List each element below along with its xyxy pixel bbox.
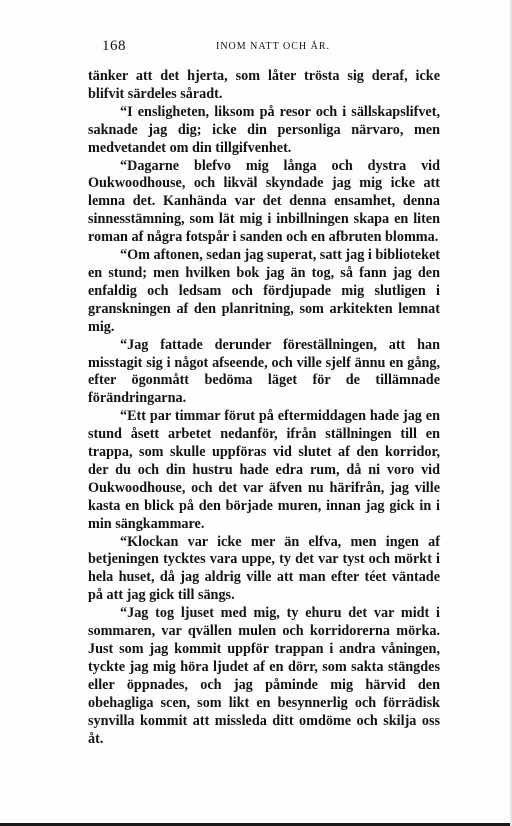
paragraph: “Klockan var icke mer än elfva, men ingen af betjeningen tycktes vara uppe, ty det var tyst och mörkt i hela huset, då jag aldrig ville att man efter téet väntade på att jag gick till sängs. [88, 533, 440, 604]
paragraph: “Ett par timmar förut på eftermiddagen hade jag en stund åsett arbetet nedanför, ifrån ställningen till en trappa, som skulle uppföras vid slutet af den korridor, der du och din hustru hade edra rum, då ni voro vid Oukwoodhouse, och det var äfven nu härifrån, jag ville kasta en blick på den började muren, innan jag gick in i min sängkammare. [88, 408, 440, 532]
paragraph: “Jag fattade derunder föreställningen, att han misstagit sig i något afseende, och ville sjelf ännu en gång, efter ögonmått bedöma läget för de tillämnade förändringarna. [88, 336, 440, 407]
page-number: 168 [102, 38, 126, 54]
page-header [88, 38, 446, 58]
paragraph: “I ensligheten, liksom på resor och i sällskapslifvet, saknade jag dig; icke din personliga närvaro, men medvetandet om din tillgifvenhet. [88, 103, 440, 156]
paragraph: “Om aftonen, sedan jag superat, satt jag i biblioteket en stund; men hvilken bok jag än tog, så fann jag den enfaldig och ledsam och fördjupade mig slutligen i granskningen af den planritning, som arkitekten lemnat mig. [88, 247, 441, 335]
paragraph: “Jag tog ljuset med mig, ty ehuru det var midt i sommaren, var qvällen mulen och korridorerna mörka. Just som jag kommit uppför trappan i andra våningen, tyckte jag mig höra ljudet af en dörr, som sakta stängdes eller öppnades, och jag påminde mig härvid den obehagliga scen, som likt en besynnerlig och förrädisk synvilla kommit att missleda ditt omdöme och skilja oss åt. [88, 605, 440, 747]
paragraph-continuation: tänker att det hjerta, som låter trösta sig deraf, icke blifvit särdeles såradt. [88, 68, 440, 102]
running-title: INOM NATT OCH ÅR. [216, 41, 331, 52]
paragraph: “Dagarne blefvo mig långa och dystra vid Oukwoodhouse, och likväl skyndade jag mig icke att lemna det. Kanhända var det denna ensamhet, denna sinnesstämning, som lät mig i inbillningen skapa en liten roman af några fotspår i sanden och en afbruten blomma. [88, 157, 440, 246]
body-text [88, 68, 440, 748]
